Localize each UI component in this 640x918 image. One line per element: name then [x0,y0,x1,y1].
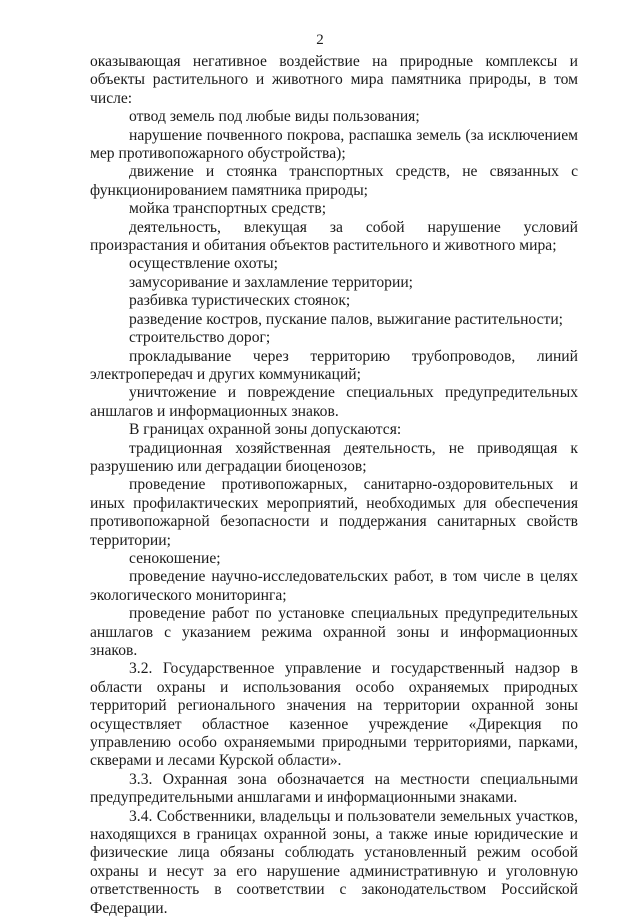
paragraph: 3.4. Собственники, владельцы и пользователи земельных участков, находящихся в границах охранной зоны, а также иные юридические и физические лица обязаны соблюдать установленный режим особой охраны и несут за его нарушение административную и уголовную ответственность в соответствии с законодательством Российской Федерации. [90,807,578,917]
paragraph: замусоривание и захламление территории; [129,273,413,291]
paragraph: оказывающая негативное воздействие на природные комплексы и объекты растительного и животного мира памятника природы, в том числе: [90,53,578,107]
page-number: 2 [316,32,324,48]
document-body [90,53,578,918]
paragraph: 3.2. Государственное управление и государственный надзор в области охраны и использования особо охраняемых природных территорий регионального значения на территории охранной зоны осуществляет областное казенное учреждение «Дирекция по управлению особо охраняемыми природными территориями, парками, скверами и лесами Курской области». [90,660,578,770]
paragraph: сенокошение; [129,549,221,567]
paragraph: проведение работ по установке специальных предупредительных аншлагов с указанием режима охранной зоны и информационных знаков. [90,605,578,659]
paragraph: отвод земель под любые виды пользования; [129,108,420,126]
paragraph: проведение противопожарных, санитарно-оздоровительных и иных профилактических мероприятий, необходимых для обеспечения противопожарной безопасности и поддержания санитарных свойств территории; [90,476,578,549]
paragraph: 3.3. Охранная зона обозначается на местности специальными предупредительными аншлагами и информационными знаками. [90,770,578,807]
paragraph: мойка транспортных средств; [129,200,327,218]
paragraph: разведение костров, пускание палов, выжигание растительности; [129,310,564,328]
paragraph: проведение научно-исследовательских работ, в том числе в целях экологического мониторинга; [90,568,578,604]
paragraph: строительство дорог; [129,329,271,347]
paragraph: традиционная хозяйственная деятельность, не приводящая к разрушению или деградации биоценозов; [90,439,578,475]
paragraph: В границах охранной зоны допускаются: [129,421,402,439]
paragraph: деятельность, влекущая за собой нарушение условий произрастания и обитания объектов растительного и животного мира; [90,218,578,255]
paragraph: движение и стоянка транспортных средств, не связанных с функционированием памятника природы; [90,163,578,199]
paragraph: прокладывание через территорию трубопроводов, линий электропередач и других коммуникаций; [90,347,578,383]
paragraph: разбивка туристических стоянок; [129,292,351,310]
paragraph: нарушение почвенного покрова, распашка земель (за исключением мер противопожарного обустройства); [90,126,578,163]
paragraph: уничтожение и повреждение специальных предупредительных аншлагов и информационных знаков. [90,384,578,420]
paragraph: осуществление охоты; [129,255,278,273]
